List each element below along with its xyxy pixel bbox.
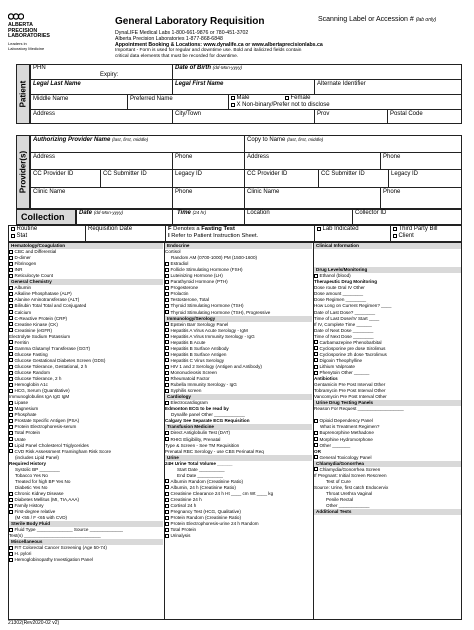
item-label: Ethanol (blood) <box>319 273 351 279</box>
checkbox-icon[interactable] <box>9 419 13 423</box>
client-option[interactable]: Client <box>393 233 414 240</box>
checkbox-icon[interactable] <box>314 443 318 447</box>
prov-label: Prov <box>317 111 330 117</box>
checkbox-icon[interactable] <box>165 504 169 508</box>
checkbox-icon[interactable] <box>9 340 13 344</box>
copy-cc-submitter-id-label: CC Submitter ID <box>321 171 365 177</box>
clinic-phone-label: Phone <box>175 189 193 195</box>
item-label: Estradiol <box>170 261 189 267</box>
item-label: How Long on Current Regimen? ____ <box>314 303 392 309</box>
checkbox-icon[interactable] <box>9 358 13 362</box>
item-label: Hemoglobin A1c <box>14 382 48 388</box>
item-label: Protein Random (Creatinine Ratio) <box>170 515 241 521</box>
checkbox-icon[interactable] <box>165 358 169 362</box>
item-label: Clinical Information <box>316 243 359 248</box>
logo-text: ALBERTA PRECISION LABORATORIES <box>8 22 50 40</box>
column-left <box>9 243 163 619</box>
item-label: Prolactin <box>170 291 189 297</box>
provider-tab: Provider(s) <box>16 135 30 209</box>
item-label: Tobacco Yes No <box>15 472 48 478</box>
item-label: Hematology/Coagulation <box>11 243 66 248</box>
checkbox-icon[interactable] <box>165 310 169 314</box>
item-label: Rheumatoid Factor <box>170 376 210 382</box>
authorizing-provider-label: Authorizing Provider Name (last, first, middle) <box>33 137 149 143</box>
item-label: Glucose Gestational Diabetes Screen (GDS) <box>14 357 106 363</box>
checkbox-icon[interactable] <box>165 322 169 326</box>
checkbox-icon[interactable] <box>165 516 169 520</box>
checkbox-icon[interactable] <box>314 274 318 278</box>
item-label: Date of Last Dose? ________ <box>314 309 376 315</box>
item-label: Systolic BP ________ <box>15 466 60 472</box>
cc-provider-id-label: CC Provider ID <box>33 171 74 177</box>
item-label: Diabetes Mellitus (MI, TIA,AAA) <box>14 496 80 502</box>
legal-last-name-label: Legal Last Name <box>33 81 81 87</box>
item-label: OR <box>314 448 321 454</box>
sex-female-option[interactable]: Female <box>285 95 311 102</box>
fasting-note: F Denotes a Fasting Test <box>168 226 235 232</box>
item-label: If IV, Complete Time ______ <box>314 321 372 327</box>
checkbox-icon[interactable] <box>9 552 13 556</box>
item-label: H. pylori <box>14 551 32 557</box>
item-label: Calgary See Separate ECG Requisition <box>165 418 250 424</box>
checkbox-icon[interactable] <box>9 322 13 326</box>
checkbox-icon[interactable] <box>165 528 169 532</box>
checkbox-icon[interactable] <box>165 346 169 350</box>
item-label: HCG, Serum (Quantitative) <box>14 388 70 394</box>
checkbox-icon[interactable] <box>165 431 169 435</box>
checkbox-icon[interactable] <box>9 546 13 550</box>
item-label: Testosterone, Total <box>170 297 209 303</box>
item-label: Creatinine (eGFR) <box>14 327 53 333</box>
lab-indicated-option[interactable]: Lab Indicated <box>317 226 359 233</box>
item-label: Protein Electrophoresis-serum <box>14 424 77 430</box>
item-label: FIT Colorectal Cancer Screening (Age 50-74) <box>14 545 107 551</box>
copy-to-label: Copy to Name (last, first, middle) <box>247 137 324 143</box>
item-label: Hepatitis B Acute <box>170 339 206 345</box>
item-label: Other ____________ <box>326 503 370 509</box>
item-label: CBC and Differential <box>14 249 57 255</box>
expiry-label: Expiry: <box>100 72 119 78</box>
item-label: Reason For Request __________________ <box>314 406 404 412</box>
item-label: Cardiology <box>167 394 191 400</box>
provider-phone-label: Phone <box>175 154 193 160</box>
checkbox-icon[interactable] <box>165 389 169 393</box>
checkbox-icon[interactable] <box>9 437 13 441</box>
item-label: Edmonton ECG to be read by <box>165 406 229 412</box>
item-label: Phosphate <box>14 412 37 418</box>
item-label: Dose Regimen ________ <box>314 297 367 303</box>
logo-tagline: Leaders in Laboratory Medicine <box>8 41 45 51</box>
checkbox-icon[interactable] <box>165 401 169 405</box>
item-label: Protein Electrophoresis-urine 24 h Random <box>170 521 259 527</box>
item-label: Morphine Hydromorphone <box>319 436 373 442</box>
item-label: Chronic Kidney Disease <box>14 490 64 496</box>
patient-address-label: Address <box>33 111 56 117</box>
checkbox-icon[interactable] <box>165 298 169 302</box>
item-label: Electrolyte Sodium Potassium <box>9 333 71 339</box>
collector-id-label: Collector ID <box>355 210 387 216</box>
checkbox-icon[interactable] <box>9 407 13 411</box>
checkbox-icon[interactable] <box>165 365 169 369</box>
item-label: Gentamicin Pre Post Interval Other <box>314 382 386 388</box>
checkbox-icon[interactable] <box>9 256 13 260</box>
item-label: Cyclosporine 2h dose Tacrolimus <box>319 351 387 357</box>
checkbox-icon[interactable] <box>9 413 13 417</box>
checkbox-icon[interactable] <box>9 492 13 496</box>
checkbox-icon[interactable] <box>9 365 13 369</box>
item-label: Start Date __________ <box>177 466 225 472</box>
checkbox-icon[interactable] <box>314 419 318 423</box>
checkbox-icon[interactable] <box>9 310 13 314</box>
checkbox-icon[interactable] <box>165 262 169 266</box>
item-label: Prenatal RBC Serology - use CBS Perinatal Req <box>165 448 264 454</box>
item-label: Antibiotics <box>314 376 338 382</box>
checkbox-icon[interactable] <box>9 352 13 356</box>
checkbox-icon[interactable] <box>165 534 169 538</box>
checkbox-icon[interactable] <box>9 401 13 405</box>
item-label: If Pregnant: Initial Screen Rescreen <box>314 472 387 478</box>
item-label: CVD Risk Assessment Framingham Risk Score <box>14 448 111 454</box>
copy-legacy-id-label: Legacy ID <box>391 171 419 177</box>
item-label: Electrocardiogram <box>170 400 208 406</box>
sex-male-option[interactable]: Male <box>231 95 250 102</box>
item-label: Alanine Aminotransferase (ALT) <box>14 297 80 303</box>
item-label: Urinalysis <box>170 533 191 539</box>
checkbox-icon[interactable] <box>9 510 13 514</box>
checkbox-icon[interactable] <box>165 371 169 375</box>
header-contact: DynaLIFE Medical Labs 1-800-661-9876 or 780-451-3702 Alberta Precision Laboratories 1-877-868-6848 Appointment Booking & Locations: www.dynalife.ca or www.albertaprecisionlabs.ca Important - Form is used for regular and downtime use. Bold and italicized fields contain critical data elements that must be recorded for downtime. <box>115 30 323 59</box>
item-label: General Chemistry <box>11 279 52 285</box>
checkbox-icon[interactable] <box>165 498 169 502</box>
apl-logo-icon <box>8 12 24 21</box>
checkbox-icon[interactable] <box>9 371 13 375</box>
item-label: Creatinine Clearance 24 h Ht ____ cm Wt ____ kg <box>170 490 274 496</box>
checkbox-icon[interactable] <box>314 371 318 375</box>
checkbox-icon[interactable] <box>165 437 169 441</box>
checkbox-icon[interactable] <box>9 304 13 308</box>
item-label: Luteinizing Hormone (LH) <box>170 273 223 279</box>
item-label: Progesterone <box>170 285 199 291</box>
checkbox-icon[interactable] <box>9 449 13 453</box>
item-label: Test of Cure <box>326 478 351 484</box>
checkbox-icon[interactable] <box>9 298 13 302</box>
item-label: Opioid Dependency Panel <box>319 418 373 424</box>
checkbox-icon[interactable] <box>9 383 13 387</box>
item-label: Prostate Specific Antigen (PSA) <box>14 418 80 424</box>
item-label: Bilirubin Total Total and Conjugated <box>14 303 87 309</box>
instruction-note: I Refer to Patient Instruction Sheet. <box>168 233 259 239</box>
item-label: Phenytoin Other ______ <box>319 369 370 375</box>
item-label: (M <55 / F <65 with CVD) <box>15 515 68 521</box>
checkbox-icon[interactable] <box>9 377 13 381</box>
test-option-urinalysis[interactable] <box>165 533 312 539</box>
item-label: Hepatitis B Surface Antigen <box>170 351 227 357</box>
item-label: (includes Lipid Panel) <box>15 454 59 460</box>
item-label: Test(s) ______________________________ <box>9 533 101 539</box>
postal-code-label: Postal Code <box>390 111 423 117</box>
checkbox-icon[interactable] <box>9 443 13 447</box>
item-label: Urine <box>167 454 179 460</box>
item-label: Albumin <box>14 285 32 291</box>
checkbox-icon[interactable] <box>314 365 318 369</box>
item-label: Dose route Oral IV Other <box>314 285 365 291</box>
middle-name-label: Middle Name <box>33 96 69 102</box>
checkbox-icon[interactable] <box>9 292 13 296</box>
item-label: Mononucleosis Screen <box>170 369 217 375</box>
item-label: Syphilis screen <box>170 388 202 394</box>
item-label: Drug Levels/Monitoring <box>316 267 368 273</box>
item-label: Hepatitis A Virus Immunity Serology - IgG <box>170 333 255 339</box>
item-label: Time of Last Dose/IV Start ____ <box>314 315 380 321</box>
checkbox-icon[interactable] <box>165 304 169 308</box>
item-label: Ferritin <box>14 339 29 345</box>
collection-date-label: Date (dd-Mon-yyyy) <box>79 210 124 216</box>
checkbox-icon[interactable] <box>165 328 169 332</box>
checkbox-icon[interactable] <box>165 383 169 387</box>
item-label: Lithium Valproate <box>319 363 355 369</box>
dob-label: Date of Birth (dd-Mon-yyyy) <box>175 65 243 71</box>
item-label: Hepatitis C Virus Serology <box>170 357 225 363</box>
checkbox-icon[interactable] <box>165 334 169 338</box>
item-label: Dose amount ________ <box>314 291 364 297</box>
checkbox-icon[interactable] <box>9 558 13 562</box>
checkbox-icon[interactable] <box>314 352 318 356</box>
checkbox-icon[interactable] <box>9 274 13 278</box>
checkbox-icon[interactable] <box>165 485 169 489</box>
checkbox-icon[interactable] <box>314 467 318 471</box>
item-label: What is Treatment Regimen? <box>320 424 380 430</box>
legal-first-name-label: Legal First Name <box>175 81 224 87</box>
item-label: First-degree relative <box>14 509 56 515</box>
item-label: Hepatitis A Virus Acute Serology - IgM <box>170 327 248 333</box>
item-label: Other _______ <box>319 442 351 448</box>
item-label: Additional Tests <box>316 509 352 515</box>
item-label: Tobramycin Pre Post Interval Other <box>314 388 386 394</box>
item-label: Thyroid Stimulating Hormone (TSH) <box>170 303 244 309</box>
column-middle <box>165 243 312 619</box>
form-code: 21302(Rev2020-02 v2) <box>8 620 60 626</box>
item-label: Total Protein <box>14 430 41 436</box>
checkbox-icon[interactable] <box>314 358 318 362</box>
checkbox-icon[interactable] <box>165 286 169 290</box>
item-label: Time of Next Dose ________ <box>314 333 374 339</box>
item-label: Lipid Panel Cholesterol Triglycerides <box>14 442 89 448</box>
checkbox-icon[interactable] <box>314 455 318 459</box>
item-label: Cortisol 24 h <box>170 503 197 509</box>
checkbox-icon[interactable] <box>165 268 169 272</box>
item-label: Rubella Immunity Serology - IgG <box>170 382 237 388</box>
test-option-hemoglobinopathy-investigation-panel[interactable] <box>9 557 163 563</box>
routine-option[interactable]: Routine <box>11 226 37 233</box>
checkbox-icon[interactable] <box>9 431 13 435</box>
item-label: General Toxicology Panel <box>319 454 372 460</box>
collection-tab: Collection <box>16 209 76 225</box>
item-label: Digoxin Theophylline <box>319 357 363 363</box>
checkbox-icon[interactable] <box>9 425 13 429</box>
item-label: Hepatitis B Surface Antibody <box>170 345 229 351</box>
item-label: Chlamydia/Gonorrhea Screen <box>319 466 381 472</box>
item-label: Immunology/Serology <box>167 315 216 321</box>
checkbox-icon[interactable] <box>165 377 169 381</box>
checkbox-icon[interactable] <box>9 504 13 508</box>
checkbox-icon[interactable] <box>165 479 169 483</box>
collection-location-label: Location <box>247 210 270 216</box>
checkbox-icon[interactable] <box>314 437 318 441</box>
item-label: Direct Antiglobulin Test (DAT) <box>170 430 231 436</box>
sex-x-option[interactable]: X Non-binary/Prefer not to disclose <box>231 102 330 109</box>
item-label: End Date __________ <box>177 472 223 478</box>
item-label: Creatine Kinase (CK) <box>14 321 58 327</box>
checkbox-icon[interactable] <box>314 346 318 350</box>
scanning-label-area: Scanning Label or Accession # (lab only) <box>318 16 437 23</box>
checkbox-icon[interactable] <box>9 346 13 350</box>
item-label: Immunoglobulins IgA IgG IgM <box>9 394 70 400</box>
item-label: Glucose Fasting <box>14 351 48 357</box>
item-label: Required History <box>9 460 47 466</box>
checkbox-icon[interactable] <box>9 262 13 266</box>
item-label: Epstein Barr Serology Panel <box>170 321 229 327</box>
checkbox-icon[interactable] <box>165 492 169 496</box>
item-label: Follicle Stimulating Hormone (FSH) <box>170 267 243 273</box>
checkbox-icon[interactable] <box>165 522 169 526</box>
third-party-bill-option[interactable]: Third Party Bill <box>393 226 438 233</box>
checkbox-icon[interactable] <box>9 286 13 290</box>
checkbox-icon[interactable] <box>9 528 13 532</box>
item-label: Thyroid Stimulating Hormone (TSH), Progressive <box>170 309 271 315</box>
copy-cc-provider-id-label: CC Provider ID <box>247 171 288 177</box>
item-label: Endocrine <box>167 243 190 248</box>
phn-label: PHN <box>33 65 46 71</box>
item-label: Sterile Body Fluid <box>11 521 51 527</box>
item-label: RHIG Eligibility, Prenatal <box>170 436 221 442</box>
clinic-name-label: Clinic Name <box>33 189 66 195</box>
checkbox-icon[interactable] <box>9 328 13 332</box>
checkbox-icon[interactable] <box>165 352 169 356</box>
cc-submitter-id-label: CC Submitter ID <box>103 171 147 177</box>
item-label: Pregnancy Test (HCG, Qualitative) <box>170 509 241 515</box>
item-label: Glucose Random <box>14 369 50 375</box>
item-label: Hemoglobinopathy Investigation Panel <box>14 557 93 563</box>
item-label: Urine Drug Testing Panels <box>316 400 374 406</box>
section-header-additional-tests <box>314 509 461 515</box>
item-label: Creatinine 24 h <box>170 496 202 502</box>
checkbox-icon[interactable] <box>165 510 169 514</box>
item-label: Treated for high BP Yes No <box>15 478 71 484</box>
item-label: Lipase <box>14 400 29 406</box>
item-label: Cyclosporine pre dose Sirolimus <box>319 345 386 351</box>
copy-clinic-phone-label: Phone <box>383 189 401 195</box>
item-label: Glucose Tolerance, 2 h <box>14 376 62 382</box>
copy-phone-label: Phone <box>383 154 401 160</box>
checkbox-icon[interactable] <box>314 431 318 435</box>
item-label: D-dimer <box>14 255 31 261</box>
checkbox-icon[interactable] <box>9 316 13 320</box>
item-label: Glucose Tolerance, Gestational, 2 h <box>14 363 88 369</box>
item-label: Miscellaneous <box>11 539 43 545</box>
checkbox-icon[interactable] <box>9 250 13 254</box>
item-label: Calcium <box>14 309 32 315</box>
item-label: Dynalife panel Other ____________ <box>171 412 245 418</box>
item-label: INR <box>14 267 23 273</box>
item-label: C-Reactive Protein (CRP) <box>14 315 68 321</box>
item-label: Cortisol <box>165 249 181 255</box>
item-label: Buprenorphine Methadone <box>319 430 374 436</box>
city-label: City/Town <box>175 111 202 117</box>
column-right <box>314 243 461 619</box>
item-label: Source: Urine, first catch Endocervix <box>314 484 389 490</box>
item-label: Magnesium <box>14 406 39 412</box>
item-label: Fibrinogen <box>14 261 37 267</box>
alternate-id-label: Alternate Identifier <box>317 81 366 87</box>
legacy-id-label: Legacy ID <box>175 171 203 177</box>
page-title: General Laboratory Requisition <box>115 16 265 27</box>
patient-tab: Patient <box>16 64 30 124</box>
item-label: HIV 1 and 2 Serology (Antigen and Antibody) <box>170 363 262 369</box>
copy-clinic-name-label: Clinic Name <box>247 189 280 195</box>
item-label: Urate <box>14 436 26 442</box>
item-label: 24H Urine Total Volume ______ <box>165 460 233 466</box>
checkbox-icon[interactable] <box>9 498 13 502</box>
checkbox-icon[interactable] <box>165 274 169 278</box>
item-label: Throat Urethra Vaginal <box>326 490 373 496</box>
item-label: Albumin, 24 h (Creatinine Ratio) <box>170 484 236 490</box>
item-label: Carbamazepine Phenobarbital <box>319 339 382 345</box>
checkbox-icon[interactable] <box>165 292 169 296</box>
item-label: Family History <box>14 503 44 509</box>
requisition-date-label: Requisition Date <box>88 226 133 232</box>
item-label: Parathyroid Hormone (PTH) <box>170 279 228 285</box>
item-label: Penile Rectal <box>326 496 354 502</box>
checkbox-icon[interactable] <box>165 340 169 344</box>
item-label: Reticulocyte Count <box>14 273 54 279</box>
provider-address-label: Address <box>33 154 56 160</box>
item-label: Therapeutic Drug Monitoring <box>314 279 378 285</box>
item-label: Type & Screen - See TM Requisition <box>165 442 240 448</box>
item-label: Gamma Glutamyl Transferase (GGT) <box>14 345 91 351</box>
stat-option[interactable]: Stat <box>11 233 27 240</box>
item-label: Chlamydia/Gonorrhea <box>316 460 364 466</box>
checkbox-icon[interactable] <box>165 280 169 284</box>
item-label: Transfusion Medicine <box>167 424 214 430</box>
collection-time-label: Time (24 hr) <box>177 210 207 216</box>
item-label: Vancomycin Pre Post Interval Other <box>314 394 387 400</box>
copy-address-label: Address <box>247 154 270 160</box>
checkbox-icon[interactable] <box>9 268 13 272</box>
item-label: Date of Next Dose ________ <box>314 327 374 333</box>
item-label: Diabetic Yes No <box>15 484 48 490</box>
item-label: Random AM (0700-1000) PM (1500-1600) <box>171 255 258 261</box>
preferred-name-label: Preferred Name <box>130 96 173 102</box>
checkbox-icon[interactable] <box>314 340 318 344</box>
checkbox-icon[interactable] <box>9 389 13 393</box>
item-label: Albumin Random (Creatinine Ratio) <box>170 478 244 484</box>
item-label: Alkaline Phosphatase (ALP) <box>14 291 72 297</box>
item-label: Total Protein <box>170 527 197 533</box>
item-label: Fluid Type ______________ Source _____________ <box>14 527 123 533</box>
